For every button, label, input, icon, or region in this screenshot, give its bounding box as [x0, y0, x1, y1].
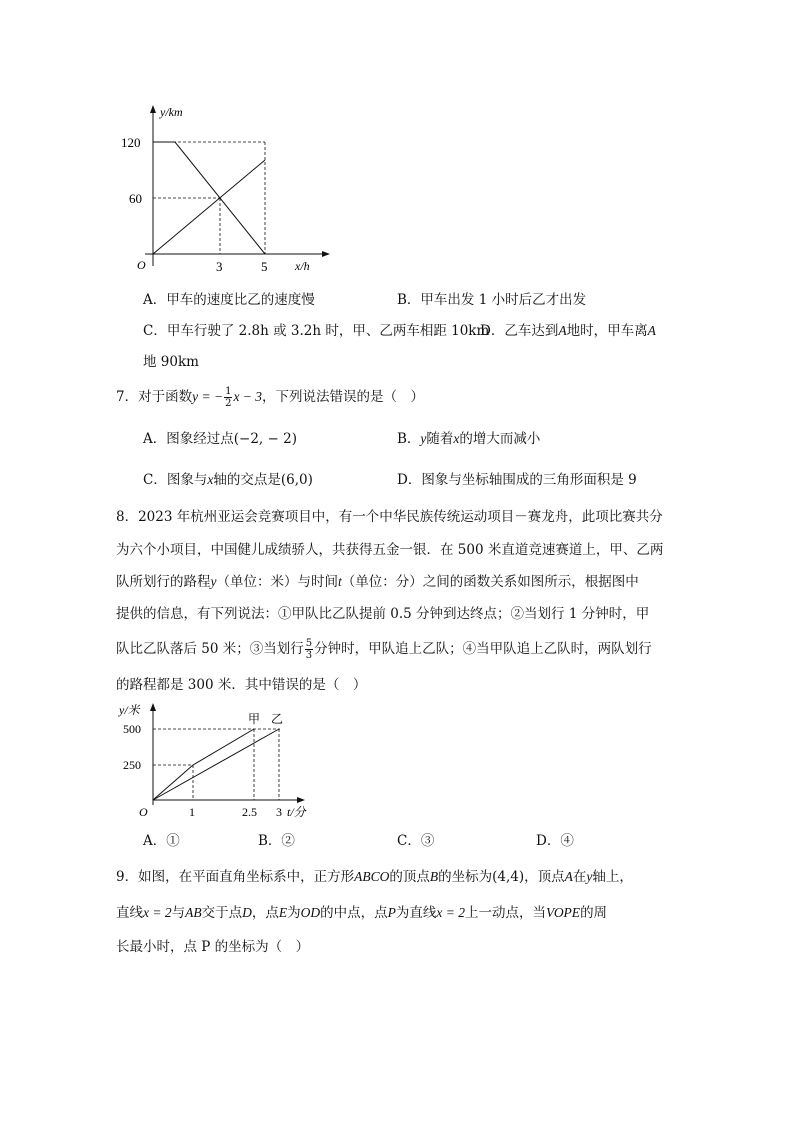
q8-line-6: 的路程都是 300 米．其中错误的是（ ）	[116, 677, 367, 693]
q6-option-b: B．甲车出发 1 小时后乙才出发	[397, 292, 587, 308]
xtick-2-5: 2.5	[242, 805, 257, 819]
q8-option-c: C．③	[397, 833, 435, 849]
y-axis-arrow	[150, 105, 156, 113]
ytick-120: 120	[121, 135, 141, 150]
q8-line-1: 8．2023 年杭州亚运会竞赛项目中，有一个中华民族传统运动项目－赛龙舟，此项比赛共分	[116, 509, 663, 525]
series-jia-line	[153, 729, 254, 800]
q9-line-2: 直线x = 2与AB交于点D，点E为OD的中点，点P为直线x = 2上一动点，当VOPE的周	[116, 905, 608, 921]
q7-option-d: D．图象与坐标轴围成的三角形面积是 9	[397, 472, 637, 488]
q8-line-5: 队比乙队落后 50 米；③当划行 $\frac{5}{3}$ 分钟时，甲队追上乙队；④当甲队追上乙队时，两队划行	[116, 638, 652, 661]
distance-time-graph	[115, 100, 340, 280]
ytick-60: 60	[129, 191, 142, 206]
q6-option-d: D．乙车达到A地时，甲车离A	[480, 323, 656, 339]
q7-option-c: C．图象与x轴的交点是(6,0)	[143, 472, 313, 488]
q8-fraction: $\frac{5}{3}$	[305, 638, 313, 661]
origin-label: O	[137, 258, 146, 272]
q8-option-d: D．④	[536, 833, 574, 849]
q8-option-b: B．②	[258, 833, 295, 849]
q7-option-b: B．y随着x的增大而减小	[397, 431, 541, 447]
q7-option-a: A．图象经过点(−2, − 2)	[143, 431, 297, 447]
q6-option-a: A．甲车的速度比乙的速度慢	[143, 292, 315, 308]
q6-option-d-cont: 地 90km	[143, 354, 199, 370]
q7-fraction: $\frac{1}{2}$	[225, 386, 232, 409]
y-axis-label: y/米	[119, 703, 140, 717]
series-yi-line	[153, 729, 279, 800]
ytick-250: 250	[123, 758, 141, 772]
q8-line-2: 为六个小项目，中国健儿成绩骄人，共获得五金一银．在 500 米直道竞速赛道上，甲、乙两	[116, 542, 664, 558]
q8-line-3: 队所划行的路程y（单位：米）与时间t（单位：分）之间的函数关系如图所示，根据图中	[116, 574, 639, 590]
x-axis-arrow	[297, 797, 305, 803]
y-axis-label: y/km	[160, 105, 183, 119]
series-yi-label: 乙	[271, 712, 284, 726]
q7-stem: 7．对于函数y = − $\frac{1}{2}$ x − 3，下列说法错误的是（ ）	[116, 386, 425, 409]
origin-label: O	[139, 805, 148, 819]
x-axis-arrow	[322, 251, 330, 257]
q9-line-3: 长最小时，点 P 的坐标为（ ）	[116, 939, 310, 955]
x-axis-label: t/分	[287, 805, 306, 819]
ytick-500: 500	[123, 722, 141, 736]
series-jia-label: 甲	[248, 712, 261, 726]
x-axis-label: x/h	[295, 259, 310, 273]
xtick-3: 3	[276, 805, 282, 819]
q9-line-1: 9．如图，在平面直角坐标系中，正方形ABCO的顶点B的坐标为(4,4)，顶点A在y轴上，	[116, 869, 633, 885]
y-axis-arrow	[150, 703, 156, 711]
boat-race-graph	[115, 700, 325, 825]
q8-line-4: 提供的信息，有下列说法：①甲队比乙队提前 0.5 分钟到达终点；②当划行 1 分钟时，甲	[116, 606, 650, 622]
q8-option-a: A．①	[143, 833, 180, 849]
xtick-3: 3	[216, 259, 223, 274]
xtick-1: 1	[189, 805, 195, 819]
series-yi-line	[153, 160, 265, 254]
q6-option-c: C．甲车行驶了 2.8h 或 3.2h 时，甲、乙两车相距 10km	[143, 323, 490, 339]
xtick-5: 5	[261, 259, 268, 274]
